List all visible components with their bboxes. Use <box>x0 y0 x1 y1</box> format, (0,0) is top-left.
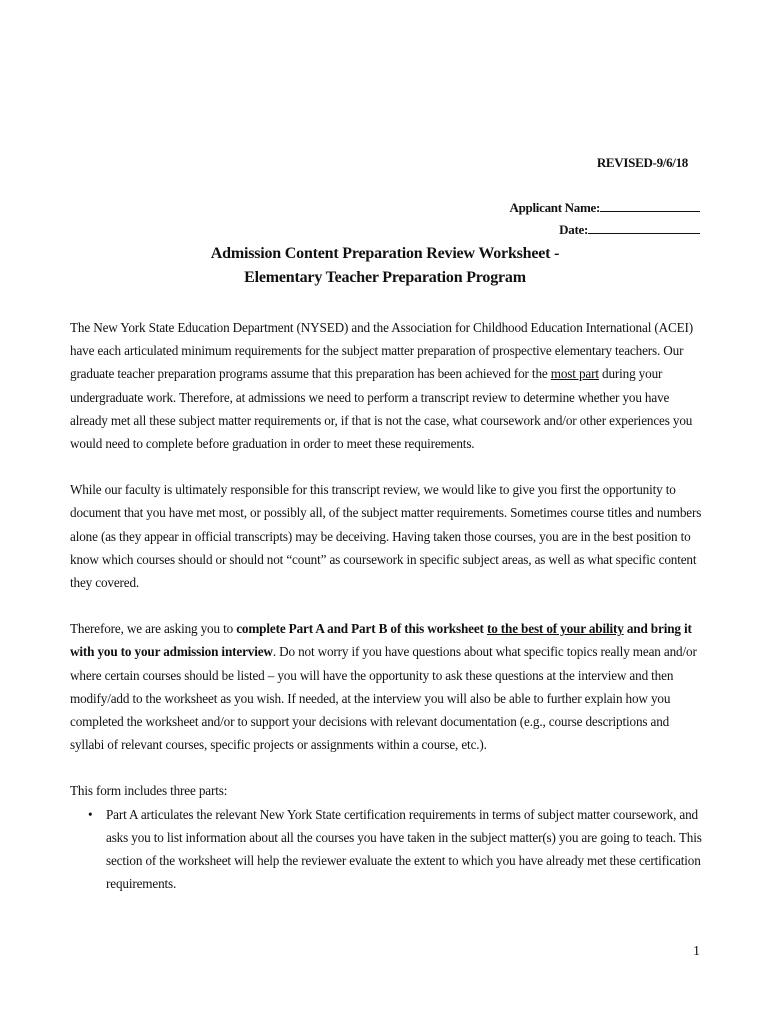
date-label: Date: <box>559 222 588 237</box>
paragraph-parts: This form includes three parts: <box>70 783 228 799</box>
paragraph-intro-text-b: during your undergraduate work. Therefore, at admissions we need to perform a transcript review to determine whether you have already met all these subject matter requirements or, if that is not the case, what coursework and/or other experiences you would need to complete before graduation in order to meet these requirements. <box>70 366 693 452</box>
title-line-2: Elementary Teacher Preparation Program <box>244 269 526 286</box>
paragraph-faculty: While our faculty is ultimately responsible for this transcript review, we would like to give you first the opportunity to document that you have met most, or possibly all, of the subject matter requirements. Sometimes course titles and numbers alone (as they appear in official transcripts) may be deceiving. Having taken those courses, you are in the best position to know which courses should or should not “count” as coursework in specific subject areas, as well as what specific content they covered. <box>70 482 702 591</box>
date-line <box>588 220 700 234</box>
paragraph-intro-underlined: most part <box>550 366 599 382</box>
parts-list <box>70 803 702 896</box>
list-item-text: Part A articulates the relevant New York State certification requirements in terms of subject matter coursework, and asks you to list information about all the courses you have taken in the subject matter(s) you are going to teach. This section of the worksheet will help the reviewer evaluate the extent to which you have already met these certification requirements. <box>106 806 702 892</box>
date-row <box>510 219 700 241</box>
document-body <box>70 316 702 895</box>
applicant-block <box>510 197 700 241</box>
document-title <box>0 242 770 290</box>
applicant-name-label: Applicant Name: <box>509 200 600 215</box>
instructions-text-c: . Do not worry if you have questions about what specific topics really mean and/or where certain courses should be listed – you will have the opportunity to ask these questions at the interview and then modify/add to the worksheet as you wish. If needed, at the interview you will also be able to further explain how you completed the worksheet and/or to support your decisions with relevant documentation (e.g., course descriptions and syllabi of relevant courses, specific projects or assignments within a course, etc.). <box>70 644 697 753</box>
revision-date: REVISED-9/6/18 <box>596 155 688 170</box>
paragraph-instructions <box>70 617 702 756</box>
paragraph-intro <box>70 316 702 455</box>
instructions-text-a: Therefore, we are asking you to <box>70 621 237 637</box>
list-item <box>70 803 702 896</box>
paragraph-intro-text-a: The New York State Education Department (NYSED) and the Association for Childhood Education International (ACEI) have each articulated minimum requirements for the subject matter preparation of prospective elementary teachers. Our graduate teacher preparation programs assume that this preparation has been achieved for the <box>70 320 694 382</box>
bullet-icon: • <box>88 806 93 822</box>
applicant-name-row <box>510 197 700 219</box>
applicant-name-line <box>600 198 700 212</box>
page-number: 1 <box>693 944 700 959</box>
instructions-bold-2: and bring it with you to your admission interview <box>70 621 692 660</box>
title-line-1: Admission Content Preparation Review Worksheet - <box>210 245 560 262</box>
instructions-bold-underlined: to the best of your ability <box>486 621 624 637</box>
instructions-bold-1: complete Part A and Part B of this worksheet <box>236 621 484 637</box>
